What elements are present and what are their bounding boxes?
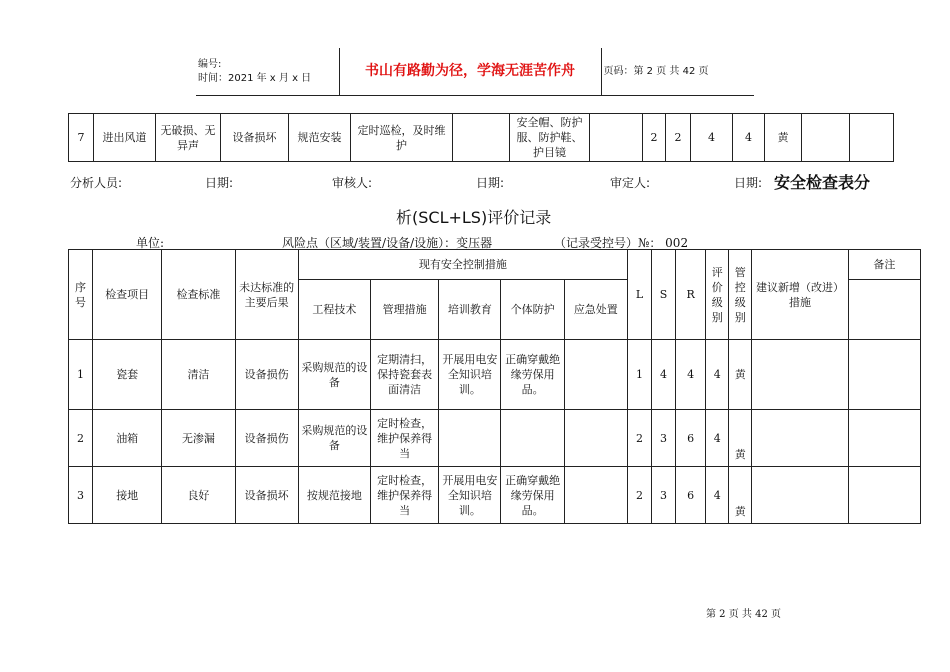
col-remark: 备注 xyxy=(848,250,920,280)
table-row xyxy=(69,340,921,410)
cell-ppe: 正确穿戴绝缘劳保用品。 xyxy=(501,340,564,410)
cell-L: 2 xyxy=(627,467,651,524)
cell-seq: 1 xyxy=(69,340,93,410)
cell: 定时巡检，及时维护 xyxy=(351,114,453,162)
col-standard: 检查标准 xyxy=(162,250,235,340)
cell xyxy=(590,114,643,162)
table-row xyxy=(69,467,921,524)
cell-item: 油箱 xyxy=(93,410,162,467)
page-footer: 第 2 页 共 42 页 xyxy=(706,609,781,620)
cell-eng: 采购规范的设备 xyxy=(298,340,370,410)
cell-ctrl: 黄 xyxy=(729,467,752,524)
cell-L: 1 xyxy=(627,340,651,410)
cell-seq: 2 xyxy=(69,410,93,467)
cell-seq: 3 xyxy=(69,467,93,524)
col-consequence: 未达标准的主要后果 xyxy=(235,250,298,340)
cell-consequence: 设备损伤 xyxy=(235,340,298,410)
col-item: 检查项目 xyxy=(93,250,162,340)
cell-train: 开展用电安全知识培训。 xyxy=(439,340,501,410)
cell: 4 xyxy=(733,114,765,162)
cell-remark xyxy=(848,340,920,410)
date-label-2: 日期: xyxy=(476,176,505,190)
col-eng: 工程技术 xyxy=(298,280,370,340)
col-S: S xyxy=(652,250,676,340)
cell-consequence: 设备损坏 xyxy=(235,467,298,524)
col-L: L xyxy=(627,250,651,340)
col-R: R xyxy=(676,250,706,340)
cell-train xyxy=(439,410,501,467)
cell-emerg xyxy=(564,340,627,410)
reviewer-label: 审核人: xyxy=(332,176,373,190)
col-train: 培训教育 xyxy=(439,280,501,340)
motto: 书山有路勤为径，学海无涯苦作舟 xyxy=(339,48,601,96)
cell-emerg xyxy=(564,410,627,467)
cell-L: 2 xyxy=(627,410,651,467)
cell-suggest xyxy=(752,410,848,467)
cell-R: 6 xyxy=(676,467,706,524)
cell-train: 开展用电安全知识培训。 xyxy=(439,467,501,524)
prev-table xyxy=(68,113,894,162)
table-row xyxy=(69,410,921,467)
time-label: 时间：2021 年 x 月 x 日 xyxy=(198,72,312,84)
cell xyxy=(802,114,850,162)
cell: 进出风道 xyxy=(94,114,156,162)
table-row xyxy=(69,114,894,162)
risk-point: 风险点（区域/装置/设备/设施）：变压器 xyxy=(282,236,493,250)
page-header xyxy=(196,48,754,96)
cell-emerg xyxy=(564,467,627,524)
unit-label: 单位: xyxy=(136,236,165,250)
cell: 无破损、无异声 xyxy=(156,114,221,162)
cell-suggest xyxy=(752,467,848,524)
cell: 2 xyxy=(643,114,666,162)
cell-remark xyxy=(848,467,920,524)
cell-S: 3 xyxy=(652,467,676,524)
col-suggest: 建议新增（改进）措施 xyxy=(752,250,848,340)
page-label: 页码：第 2 页 共 42 页 xyxy=(601,48,754,96)
header-row xyxy=(69,250,921,280)
cell-item: 接地 xyxy=(93,467,162,524)
cell-eng: 采购规范的设备 xyxy=(298,410,370,467)
cell-eng: 按规范接地 xyxy=(298,467,370,524)
doc-title-part1: 安全检查表分 xyxy=(774,173,871,192)
col-seq: 序号 xyxy=(69,250,93,340)
cell: 规范安装 xyxy=(289,114,351,162)
record-number: （记录受控号）№： 002 xyxy=(554,236,689,250)
col-emerg: 应急处置 xyxy=(564,280,627,340)
cell-standard: 清洁 xyxy=(162,340,235,410)
approver-label: 审定人: xyxy=(610,176,651,190)
cell: 安全帽、防护服、防护鞋、护目镜 xyxy=(510,114,590,162)
cell-eval: 4 xyxy=(706,340,729,410)
cell: 设备损坏 xyxy=(221,114,289,162)
cell-S: 4 xyxy=(652,340,676,410)
cell-mgmt: 定期清扫，保持瓷套表面清洁 xyxy=(371,340,439,410)
date-label-3: 日期: xyxy=(734,176,763,190)
col-ctrl: 管控级别 xyxy=(729,250,752,340)
cell-item: 瓷套 xyxy=(93,340,162,410)
cell-suggest xyxy=(752,340,848,410)
cell-mgmt: 定时检查，维护保养得当 xyxy=(371,410,439,467)
cell: 7 xyxy=(69,114,94,162)
cell xyxy=(453,114,510,162)
analyst-label: 分析人员: xyxy=(70,176,123,190)
cell-S: 3 xyxy=(652,410,676,467)
evaluation-table xyxy=(68,249,921,524)
col-mgmt: 管理措施 xyxy=(371,280,439,340)
cell-ppe: 正确穿戴绝缘劳保用品。 xyxy=(501,467,564,524)
cell-consequence: 设备损伤 xyxy=(235,410,298,467)
col-eval: 评价级别 xyxy=(706,250,729,340)
cell-ppe xyxy=(501,410,564,467)
cell-eval: 4 xyxy=(706,467,729,524)
cell: 4 xyxy=(691,114,733,162)
doc-title-part2: 析(SCL+LS)评价记录 xyxy=(396,208,552,227)
header-left xyxy=(196,48,339,96)
cell: 黄 xyxy=(765,114,802,162)
cell-standard: 良好 xyxy=(162,467,235,524)
cell-R: 4 xyxy=(676,340,706,410)
col-ppe: 个体防护 xyxy=(501,280,564,340)
cell-ctrl: 黄 xyxy=(729,410,752,467)
cell-standard: 无渗漏 xyxy=(162,410,235,467)
code-label: 编号: xyxy=(198,58,222,70)
cell-R: 6 xyxy=(676,410,706,467)
cell-ctrl: 黄 xyxy=(729,340,752,410)
cell-remark xyxy=(848,410,920,467)
remark-sub xyxy=(848,280,920,340)
cell-eval: 4 xyxy=(706,410,729,467)
col-existing-measures: 现有安全控制措施 xyxy=(298,250,627,280)
cell: 2 xyxy=(666,114,691,162)
cell xyxy=(850,114,894,162)
date-label-1: 日期: xyxy=(205,176,234,190)
cell-mgmt: 定时检查，维护保养得当 xyxy=(371,467,439,524)
